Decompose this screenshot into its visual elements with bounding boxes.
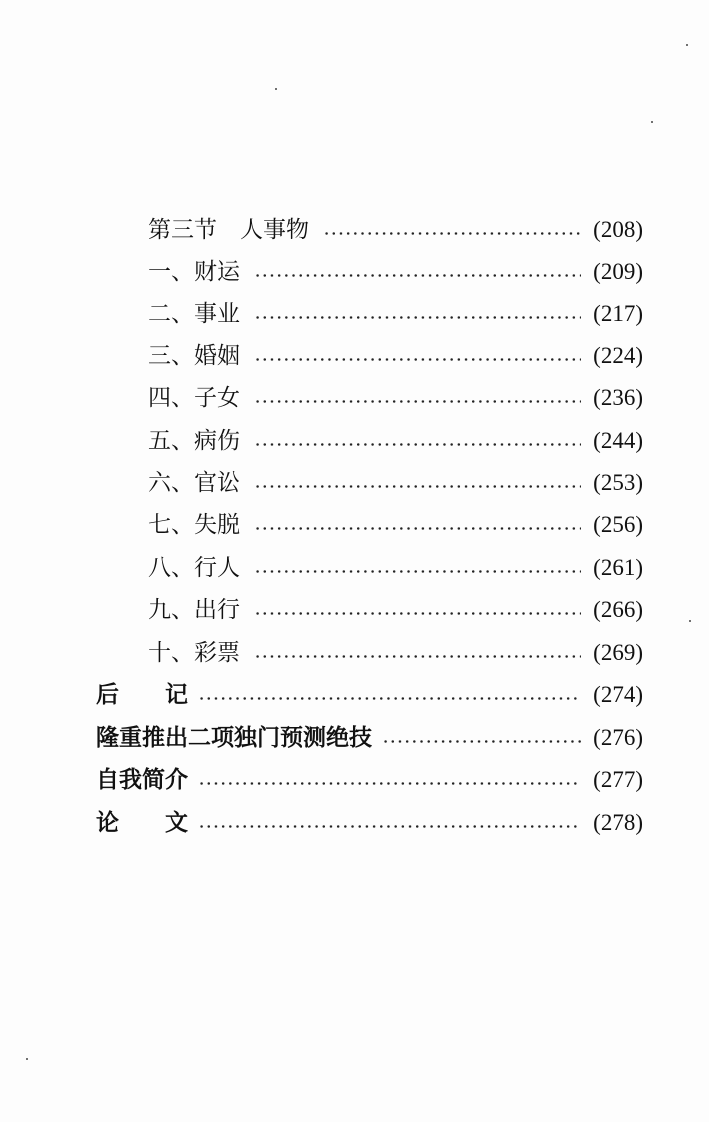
- toc-entry-title: 八、行人: [148, 555, 240, 581]
- toc-entry-page: (276): [593, 725, 643, 750]
- toc-entry-page: (253): [593, 470, 643, 495]
- toc-entry-page: (261): [593, 555, 643, 580]
- toc-entry-page: (224): [593, 343, 643, 368]
- dot-leader: [254, 570, 581, 573]
- dot-leader: [254, 316, 581, 319]
- toc-entry[interactable]: [96, 803, 643, 843]
- toc-entry-title: 七、失脱: [148, 512, 240, 538]
- toc-entry[interactable]: [96, 718, 643, 758]
- dot-leader: [254, 527, 581, 530]
- dot-leader: [254, 274, 581, 277]
- toc-entry[interactable]: [148, 633, 643, 673]
- dot-leader: [198, 782, 581, 785]
- toc-entry-page: (256): [593, 512, 643, 537]
- toc-entry[interactable]: [148, 336, 643, 376]
- toc-entry-page: (277): [593, 767, 643, 792]
- scan-speck: [275, 88, 277, 90]
- toc-entry-title: 四、子女: [148, 385, 240, 411]
- dot-leader: [254, 655, 581, 658]
- toc-entry-page: (217): [593, 301, 643, 326]
- scan-speck: [686, 44, 688, 46]
- toc-entry[interactable]: [148, 294, 643, 334]
- toc-entry-page: (274): [593, 682, 643, 707]
- toc-entry-title: 后 记: [96, 681, 188, 708]
- toc-entry-title: 自我简介: [96, 766, 188, 793]
- dot-leader: [382, 740, 581, 743]
- toc-entry[interactable]: [148, 421, 643, 461]
- toc-entry-title: 一、财运: [148, 259, 240, 285]
- toc-entry[interactable]: [148, 210, 643, 250]
- dot-leader: [254, 612, 581, 615]
- toc-entry-title: 十、彩票: [148, 640, 240, 666]
- dot-leader: [254, 443, 581, 446]
- toc-entry-page: (278): [593, 810, 643, 835]
- toc-entry-page: (209): [593, 259, 643, 284]
- toc-entry-title: 三、婚姻: [148, 343, 240, 369]
- dot-leader: [254, 485, 581, 488]
- toc-entry-page: (244): [593, 428, 643, 453]
- dot-leader: [198, 697, 581, 700]
- toc-entry-title: 第三节 人事物: [148, 217, 309, 243]
- toc-entry[interactable]: [96, 760, 643, 800]
- scan-speck: [26, 1058, 28, 1060]
- toc-entry-title: 九、出行: [148, 597, 240, 623]
- toc-entry-page: (208): [593, 217, 643, 242]
- dot-leader: [254, 358, 581, 361]
- toc-entry-title: 五、病伤: [148, 428, 240, 454]
- toc-entry-title: 二、事业: [148, 301, 240, 327]
- scan-speck: [651, 121, 653, 123]
- toc-entry-page: (269): [593, 640, 643, 665]
- toc-entry[interactable]: [148, 463, 643, 503]
- toc-entry[interactable]: [148, 548, 643, 588]
- toc-entry-title: 六、官讼: [148, 470, 240, 496]
- toc-entry[interactable]: [148, 252, 643, 292]
- toc-entry[interactable]: [148, 505, 643, 545]
- scan-speck: [689, 620, 691, 622]
- dot-leader: [323, 232, 581, 235]
- dot-leader: [198, 825, 581, 828]
- toc-entry-title: 隆重推出二项独门预测绝技: [96, 724, 372, 751]
- toc-entry-page: (236): [593, 385, 643, 410]
- toc-entry-title: 论 文: [96, 809, 188, 836]
- toc-entry[interactable]: [96, 675, 643, 715]
- toc-entry-page: (266): [593, 597, 643, 622]
- dot-leader: [254, 400, 581, 403]
- toc-entry[interactable]: [148, 590, 643, 630]
- toc-entry[interactable]: [148, 378, 643, 418]
